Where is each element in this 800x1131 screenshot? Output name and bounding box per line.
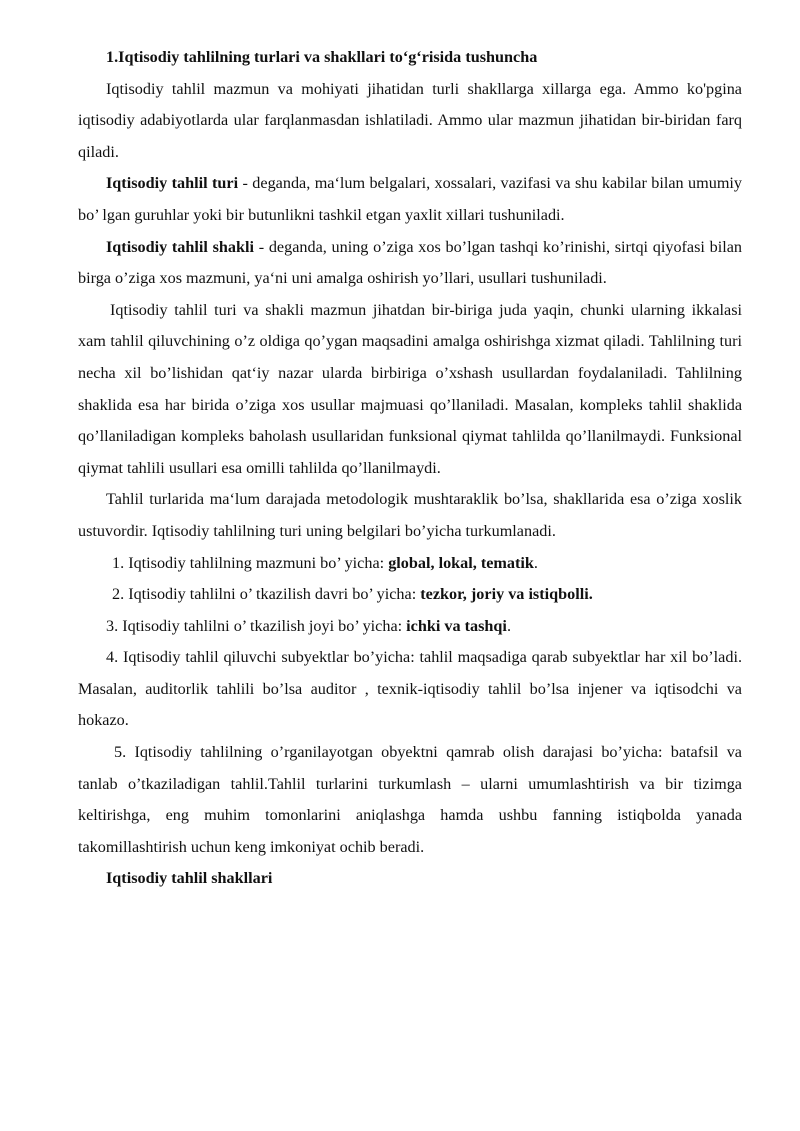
paragraph-classification: Tahlil turlarida ma‘lum darajada metodologik mushtaraklik bo’lsa, shakllarida esa o’ziga xoslik ustuvordir. Iqtisodiy tahlilning turi uning belgilari bo’yicha turkumlanadi. — [78, 490, 742, 540]
list-item-text: 5. Iqtisodiy tahlilning o’rganilayotgan obyektni qamrab olish darajasi bo’yicha: batafsil va tanlab o’tkaziladigan tahlil.Tahlil turlarini turkumlash – ularni umumlashtirish va bir tizimga keltirishga, eng muhim tomonlarini aniqlashga hamda ushbu fanning istiqbolda yanada takomillashtirish uchun keng imkoniyat ochib beradi. — [78, 743, 742, 856]
section-title: 1.Iqtisodiy tahlilning turlari va shakllari to‘g‘risida tushuncha — [106, 48, 538, 66]
list-item-bold: ichki va tashqi — [406, 616, 507, 635]
term-analysis-type: Iqtisodiy tahlil turi — [106, 174, 239, 193]
paragraph-definition-type — [78, 168, 742, 231]
list-item-bold: tezkor, joriy va istiqbolli. — [420, 585, 593, 604]
list-item-text: 3. Iqtisodiy tahlilni o’ tkazilish joyi bo’ yicha: — [106, 616, 407, 635]
definition-text: - deganda, uning o’ziga xos bo’lgan tashqi ko’rinishi, sirtqi qiyofasi bilan birga o’ziga xos mazmuni, ya‘ni uni amalga oshirish yo’llari, usullari tushuniladi. — [78, 237, 742, 288]
list-item-2 — [78, 579, 742, 611]
list-item-text: 4. Iqtisodiy tahlil qiluvchi subyektlar bo’yicha: tahlil maqsadiga qarab subyektlar har xil bo’ladi. Masalan, auditorlik tahlili bo’lsa auditor , texnik-iqtisodiy tahlil bo’lsa injener va iqtisodchi va hokazo. — [78, 648, 742, 730]
paragraph-intro: Iqtisodiy tahlil mazmun va mohiyati jihatidan turli shakllarga xillarga ega. Ammo ko'pgina iqtisodiy adabiyotlarda ular farqlanmasdan ishlatiladi. Ammo ular mazmun jihatidan bir-biridan farq qiladi. — [78, 79, 742, 161]
list-item-tail: . — [533, 553, 538, 572]
definition-text: - deganda, ma‘lum belgalari, xossalari, vazifasi va shu kabilar bilan umumiy bo’ lgan guruhlar yoki bir butunlikni tashkil etgan yaxlit xillari tushuniladi. — [78, 174, 742, 224]
term-analysis-form: Iqtisodiy tahlil shakli — [106, 237, 254, 256]
list-item-3 — [78, 611, 742, 643]
paragraph-definition-form — [78, 232, 742, 295]
list-item-bold: global, lokal, tematik — [388, 553, 534, 572]
list-item-5 — [78, 737, 742, 863]
list-item-text: 1. Iqtisodiy tahlilning mazmuni bo’ yicha: — [112, 553, 389, 572]
paragraph-comparison: Iqtisodiy tahlil turi va shakli mazmun jihatdan bir-biriga juda yaqin, chunki ularning ikkalasi xam tahlil qiluvchining o’z oldiga qo’ygan maqsadini amalga oshirishga xizmat qiladi. Tahlilning turi necha xil bo’lishidan qat‘iy nazar ularda birbiriga o’xshash usullardan foydalaniladi. Tahlilning shaklida esa har birida o’ziga xos usullar majmuasi qo’llaniladi. Masalan, kompleks tahlil shaklida qo’llaniladigan kompleks baholash usullaridan funksional qiymat tahlilda qo’llanilmaydi. Funksional qiymat tahlili usullari esa omilli tahlilda qo’llanilmaydi. — [78, 300, 742, 477]
subheading: Iqtisodiy tahlil shakllari — [106, 869, 273, 888]
list-item-text: 2. Iqtisodiy tahlilni o’ tkazilish davri bo’ yicha: — [112, 585, 421, 604]
list-item-tail: . — [506, 616, 511, 635]
document-page — [78, 42, 742, 895]
list-item-4 — [78, 642, 742, 737]
list-item-1 — [78, 548, 742, 580]
